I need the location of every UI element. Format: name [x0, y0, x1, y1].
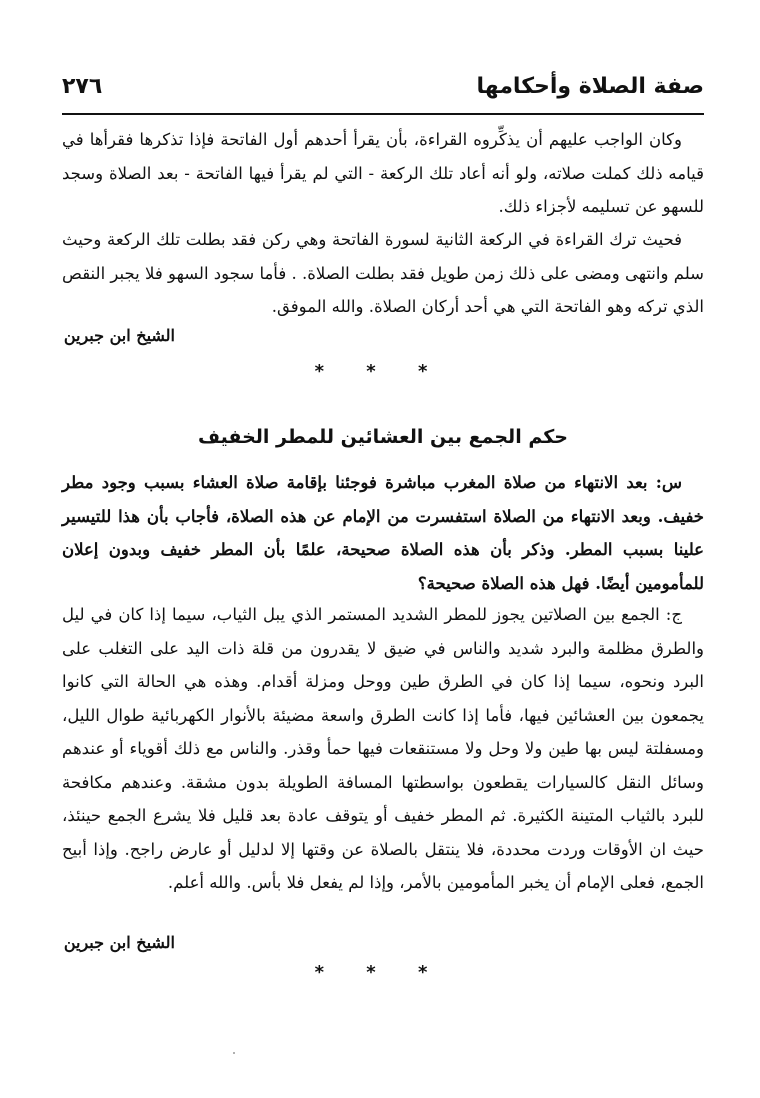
answer-signature: الشيخ ابن جبرين [63, 933, 175, 952]
running-header [62, 72, 704, 106]
first-answer-paragraph-1: وكان الواجب عليهم أن يذكِّروه القراءة، بأن يقرأ أحدهم أول الفاتحة فإذا تذكرها فقرأها في قيامه ذلك كملت صلاته، ولو أنه أعاد تلك الركعة - التي لم يقرأ فيها الفاتحة - بعد الصلاة وسجد للسهو عن تسليمه لأجزاء ذلك. [62, 130, 704, 216]
page-number: ٢٧٦ [62, 74, 103, 99]
section-title: حكم الجمع بين العشائين للمطر الخفيف [198, 426, 568, 448]
header-rule [62, 113, 704, 115]
first-answer-paragraph-2: فحيث ترك القراءة في الركعة الثانية لسورة الفاتحة وهي ركن فقد بطلت تلك الركعة وحيث سلم وانتهى ومضى على ذلك زمن طويل فقد بطلت الصلاة. . فأما سجود السهو فلا يجبر النقص الذي تركه وهو الفاتحة التي هي أحد أركان الصلاة. والله الموفق. [62, 230, 704, 316]
separator-stars-1: * * * [314, 361, 446, 382]
question-paragraph: س: بعد الانتهاء من صلاة المغرب مباشرة فوجئنا بإقامة صلاة العشاء بسبب وجود مطر خفيف. وبعد الانتهاء من الصلاة استفسرت من الإمام عن هذه الصلاة، فأجاب بأن هذا للتيسير علينا بسبب المطر. وذكر بأن هذه الصلاة صحيحة، علمًا بأن المطر خفيف وبدون إعلان للمأمومين أيضًا. فهل هذه الصلاة صحيحة؟ [62, 473, 704, 593]
separator-stars-2: * * * [314, 962, 446, 983]
scan-speck [233, 1052, 235, 1054]
answer-paragraph: ج: الجمع بين الصلاتين يجوز للمطر الشديد المستمر الذي يبل الثياب، سيما إذا كان في ليل والطرق مظلمة والبرد شديد والناس في ضيق لا يقدرون من قلة ذات اليد على التغلب على البرد ونحوه، سيما إذا كان في الطرق طين ووحل ومزلة أقدام. وهذه هي الحالة التي كانوا يجمعون بين العشائين فيها، فأما إذا كانت الطرق واسعة مضيئة بالأنوار الكهربائية طوال الليل، ومسفلتة ليس بها طين ولا وحل ولا مستنقعات فيها حمأ وقذر. والناس مع ذلك أقوياء أو عندهم وسائل النقل كالسيارات يقطعون بواسطتها المسافة الطويلة بدون مشقة. وعندهم مكافحة للبرد بالثياب المتينة الكثيرة. ثم المطر خفيف أو يتوقف عادة بعد قليل فلا يشرع الجمع حينئذ، حيث ان الأوقات وردت محددة، فلا ينتقل بالصلاة عن وقتها إلا لدليل أو عارض راجح. وإذا أبيح الجمع، فعلى الإمام أن يخبر المأمومين بالأمر، وإذا لم يفعل فلا بأس. والله أعلم. [62, 605, 704, 892]
running-header-title: صفة الصلاة وأحكامها [476, 74, 704, 99]
first-answer-signature: الشيخ ابن جبرين [63, 326, 175, 345]
